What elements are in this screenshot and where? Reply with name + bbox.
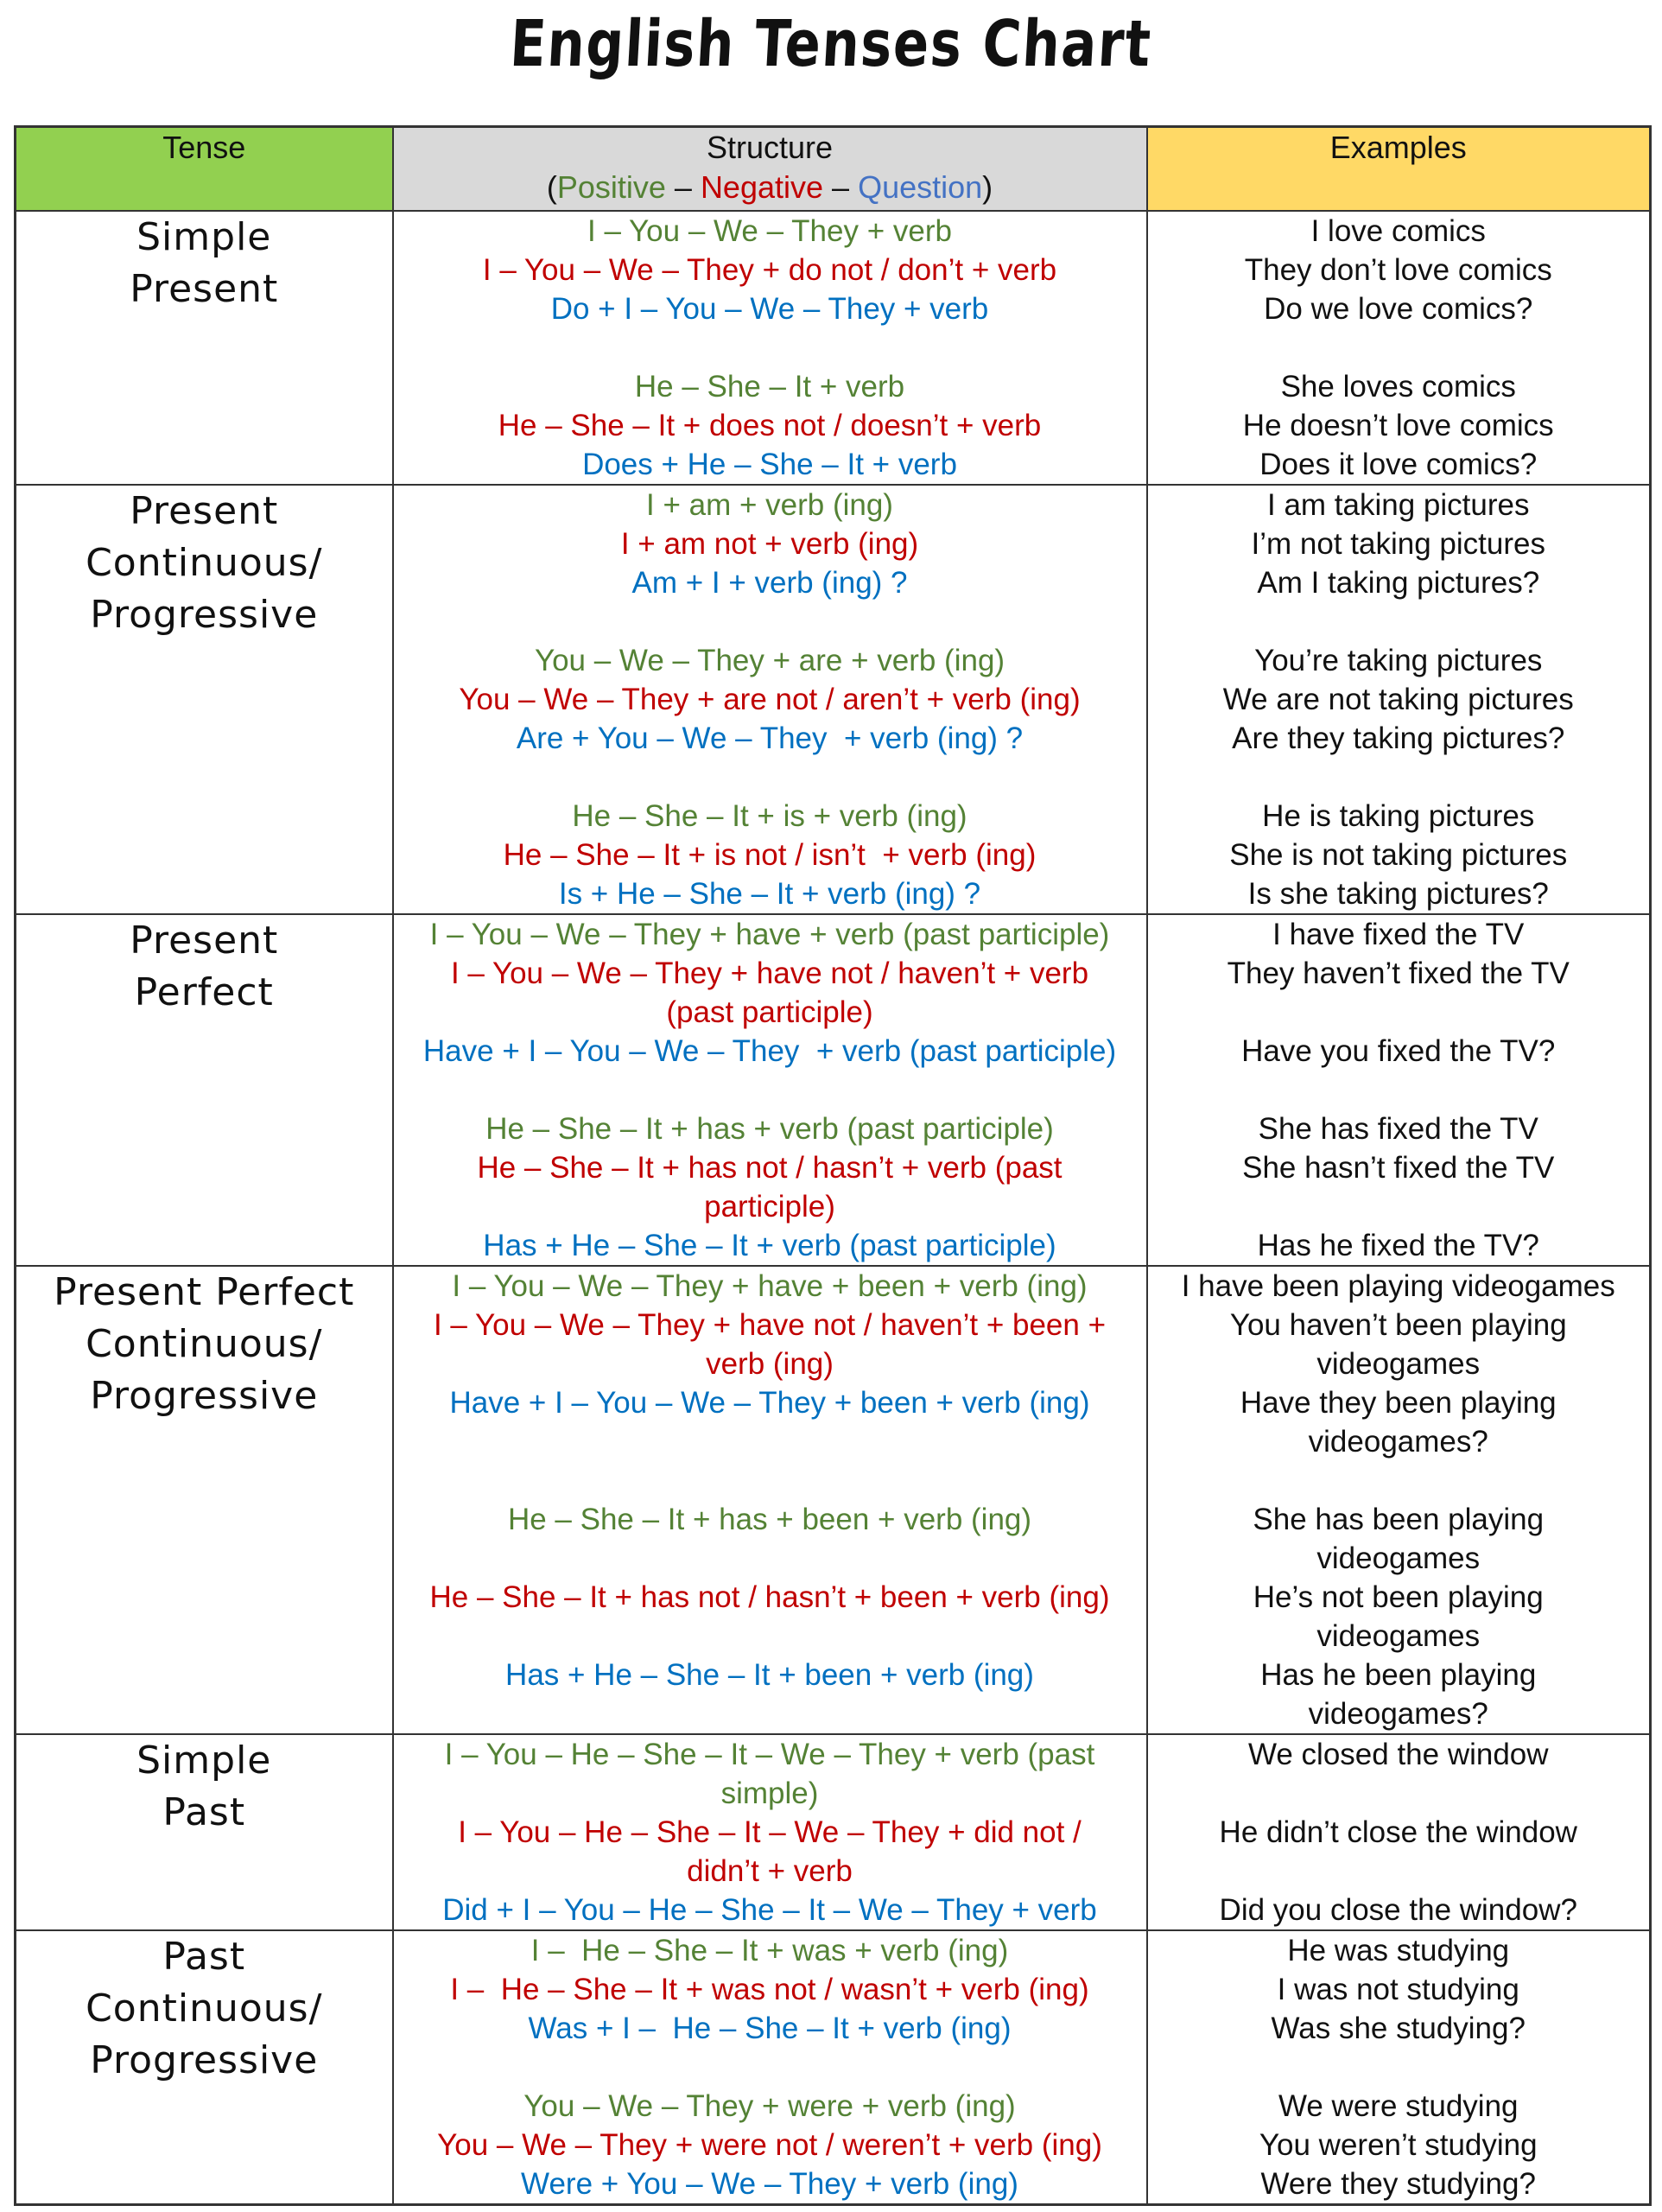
example-sentence: She loves comics — [1280, 370, 1516, 404]
example-sentence: He doesn’t love comics — [1242, 409, 1554, 442]
example-sentence: I’m not taking pictures — [1251, 527, 1545, 561]
tense-name-cell — [16, 1734, 393, 1930]
example-sentence: Was she studying? — [1271, 2012, 1526, 2045]
question-structure: Did + I – You – He – She – It – We – They + verb — [442, 1893, 1097, 1927]
negative-structure: didn’t + verb — [687, 1854, 853, 1888]
negative-structure: He – She – It + is not / isn’t + verb (ing) — [503, 838, 1037, 872]
spacer — [394, 1461, 1146, 1500]
tense-name-line: Past — [162, 1935, 246, 1979]
positive-structure: I – You – We – They + verb — [587, 214, 952, 248]
example-sentence: We are not taking pictures — [1222, 683, 1574, 716]
table-row — [16, 1930, 1651, 2205]
tense-name-line: Continuous/ — [86, 1986, 323, 2031]
spacer — [1148, 1187, 1650, 1226]
negative-structure: I – You – He – She – It – We – They + did not / — [458, 1815, 1082, 1849]
example-sentence: videogames — [1316, 1347, 1481, 1381]
table-row — [16, 914, 1651, 1266]
legend-close: ) — [982, 169, 993, 205]
table-row — [16, 1734, 1651, 1930]
negative-structure: I – You – We – They + do not / don’t + verb — [482, 253, 1057, 287]
tense-name-line: Progressive — [90, 1374, 319, 1418]
tense-name-line: Present Perfect — [54, 1270, 355, 1314]
spacer — [1148, 758, 1650, 797]
spacer — [394, 2048, 1146, 2087]
question-structure: Are + You – We – They + verb (ing) ? — [516, 721, 1024, 755]
positive-structure: I – You – We – They + have + verb (past participle) — [429, 918, 1110, 951]
spacer — [394, 602, 1146, 641]
example-sentence: videogames — [1316, 1619, 1481, 1653]
example-sentence: She is not taking pictures — [1229, 838, 1568, 872]
spacer — [394, 328, 1146, 367]
example-sentence: videogames? — [1308, 1425, 1488, 1459]
positive-structure: You – We – They + were + verb (ing) — [523, 2089, 1016, 2123]
tense-name-line: Present — [130, 918, 279, 963]
tense-name-cell — [16, 485, 393, 914]
structure-cell — [393, 1734, 1147, 1930]
spacer — [1148, 1461, 1650, 1500]
example-sentence: videogames — [1316, 1541, 1481, 1575]
tense-name-line: Progressive — [90, 2038, 319, 2082]
examples-cell — [1147, 485, 1651, 914]
example-sentence: He was studying — [1287, 1934, 1510, 1967]
tense-name-cell — [16, 1930, 393, 2205]
header-structure-label: Structure — [706, 130, 834, 165]
question-structure: Have + I – You – We – They + been + verb (ing) — [449, 1386, 1090, 1420]
question-structure: Is + He – She – It + verb (ing) ? — [558, 877, 981, 911]
negative-structure: He – She – It + has not / hasn’t + been + verb (ing) — [429, 1580, 1110, 1614]
legend-dash: – — [823, 169, 859, 205]
example-sentence: Have you fixed the TV? — [1241, 1034, 1556, 1068]
example-sentence: She hasn’t fixed the TV — [1242, 1151, 1555, 1185]
positive-structure: He – She – It + is + verb (ing) — [572, 799, 967, 833]
table-row — [16, 211, 1651, 485]
legend-open: ( — [546, 169, 557, 205]
spacer — [1148, 1774, 1650, 1813]
question-structure: Were + You – We – They + verb (ing) — [521, 2167, 1018, 2201]
question-structure: Do + I – You – We – They + verb — [550, 292, 989, 326]
structure-cell — [393, 914, 1147, 1266]
tense-name-cell — [16, 1266, 393, 1734]
examples-cell — [1147, 914, 1651, 1266]
table-body — [16, 211, 1651, 2205]
example-sentence: They don’t love comics — [1244, 253, 1552, 287]
example-sentence: We closed the window — [1247, 1738, 1549, 1771]
header-structure — [393, 127, 1147, 212]
tense-name-line: Present — [130, 489, 279, 533]
example-sentence: Is she taking pictures? — [1247, 877, 1549, 911]
question-structure: Was + I – He – She – It + verb (ing) — [528, 2012, 1012, 2045]
example-sentence: She has been playing — [1253, 1503, 1545, 1536]
example-sentence: videogames? — [1308, 1697, 1488, 1731]
chart-title: English Tenses Chart — [508, 7, 1154, 81]
spacer — [1148, 1852, 1650, 1891]
spacer — [394, 1539, 1146, 1578]
positive-structure: I + am + verb (ing) — [646, 488, 893, 522]
example-sentence: Does it love comics? — [1259, 448, 1538, 481]
example-sentence: Did you close the window? — [1219, 1893, 1577, 1927]
tense-name-line: Simple — [136, 1738, 272, 1783]
tenses-table — [14, 125, 1652, 2206]
legend-positive: Positive — [556, 169, 666, 205]
example-sentence: I was not studying — [1277, 1973, 1519, 2006]
structure-cell — [393, 211, 1147, 485]
example-sentence: Has he fixed the TV? — [1257, 1229, 1539, 1262]
example-sentence: He is taking pictures — [1262, 799, 1535, 833]
example-sentence: Were they studying? — [1260, 2167, 1536, 2201]
example-sentence: Has he been playing — [1260, 1658, 1537, 1692]
header-examples: Examples — [1147, 127, 1651, 212]
negative-structure: I – You – We – They + have not / haven’t + verb — [450, 957, 1089, 990]
table-header-row — [16, 127, 1651, 212]
examples-cell — [1147, 1266, 1651, 1734]
legend-negative: Negative — [700, 169, 824, 205]
negative-structure: He – She – It + does not / doesn’t + verb — [498, 409, 1042, 442]
spacer — [1148, 602, 1650, 641]
tense-name-line: Perfect — [134, 970, 274, 1014]
positive-structure: simple) — [720, 1777, 819, 1810]
spacer — [394, 1422, 1146, 1461]
example-sentence: Are they taking pictures? — [1232, 721, 1565, 755]
negative-structure: participle) — [704, 1190, 835, 1224]
examples-cell — [1147, 1734, 1651, 1930]
spacer — [394, 1617, 1146, 1656]
question-structure: Have + I – You – We – They + verb (past participle) — [422, 1034, 1117, 1068]
spacer — [1148, 2048, 1650, 2087]
tense-name-line: Continuous/ — [86, 1322, 323, 1366]
tense-name-cell — [16, 211, 393, 485]
positive-structure: You – We – They + are + verb (ing) — [534, 644, 1005, 677]
positive-structure: He – She – It + verb — [634, 370, 905, 404]
example-sentence: I have been playing videogames — [1181, 1269, 1615, 1303]
tense-name-line: Simple — [136, 215, 272, 259]
example-sentence: We were studying — [1278, 2089, 1519, 2123]
spacer — [1148, 993, 1650, 1032]
example-sentence: You haven’t been playing — [1229, 1308, 1567, 1342]
example-sentence: He’s not been playing — [1253, 1580, 1544, 1614]
question-structure: Has + He – She – It + verb (past participle) — [483, 1229, 1056, 1262]
table-row — [16, 485, 1651, 914]
structure-cell — [393, 1266, 1147, 1734]
legend-question: Question — [858, 169, 983, 205]
table-row — [16, 1266, 1651, 1734]
positive-structure: He – She – It + has + been + verb (ing) — [507, 1503, 1032, 1536]
examples-cell — [1147, 1930, 1651, 2205]
positive-structure: I – He – She – It + was + verb (ing) — [530, 1934, 1009, 1967]
example-sentence: She has fixed the TV — [1258, 1112, 1538, 1146]
tense-name-line: Present — [130, 267, 279, 311]
example-sentence: He didn’t close the window — [1219, 1815, 1577, 1849]
negative-structure: (past participle) — [666, 995, 873, 1029]
tense-name-line: Past — [162, 1790, 246, 1834]
negative-structure: I – You – We – They + have not / haven’t + been + — [433, 1308, 1107, 1342]
tense-name-line: Continuous/ — [86, 541, 323, 585]
example-sentence: Am I taking pictures? — [1257, 566, 1540, 600]
spacer — [394, 758, 1146, 797]
example-sentence: Do we love comics? — [1264, 292, 1533, 326]
negative-structure: You – We – They + were not / weren’t + verb (ing) — [437, 2128, 1102, 2162]
example-sentence: Have they been playing — [1240, 1386, 1557, 1420]
structure-cell — [393, 485, 1147, 914]
negative-structure: He – She – It + has not / hasn’t + verb (past — [477, 1151, 1063, 1185]
example-sentence: I am taking pictures — [1267, 488, 1530, 522]
positive-structure: He – She – It + has + verb (past participle) — [485, 1112, 1054, 1146]
examples-cell — [1147, 211, 1651, 485]
negative-structure: verb (ing) — [706, 1347, 834, 1381]
example-sentence: I love comics — [1310, 214, 1486, 248]
spacer — [394, 1071, 1146, 1109]
spacer — [1148, 1071, 1650, 1109]
negative-structure: I + am not + verb (ing) — [620, 527, 919, 561]
negative-structure: I – He – She – It + was not / wasn’t + verb (ing) — [450, 1973, 1089, 2006]
tense-name-cell — [16, 914, 393, 1266]
header-tense: Tense — [16, 127, 393, 212]
example-sentence: You’re taking pictures — [1254, 644, 1543, 677]
spacer — [1148, 328, 1650, 367]
question-structure: Does + He – She – It + verb — [582, 448, 957, 481]
header-legend — [394, 168, 1146, 207]
negative-structure: You – We – They + are not / aren’t + verb (ing) — [459, 683, 1081, 716]
question-structure: Has + He – She – It + been + verb (ing) — [505, 1658, 1034, 1692]
question-structure: Am + I + verb (ing) ? — [631, 566, 908, 600]
legend-dash: – — [665, 169, 701, 205]
example-sentence: They haven’t fixed the TV — [1227, 957, 1570, 990]
structure-cell — [393, 1930, 1147, 2205]
example-sentence: You weren’t studying — [1259, 2128, 1538, 2162]
example-sentence: I have fixed the TV — [1272, 918, 1525, 951]
positive-structure: I – You – He – She – It – We – They + verb (past — [444, 1738, 1095, 1771]
positive-structure: I – You – We – They + have + been + verb (ing) — [452, 1269, 1088, 1303]
tense-name-line: Progressive — [90, 593, 319, 637]
